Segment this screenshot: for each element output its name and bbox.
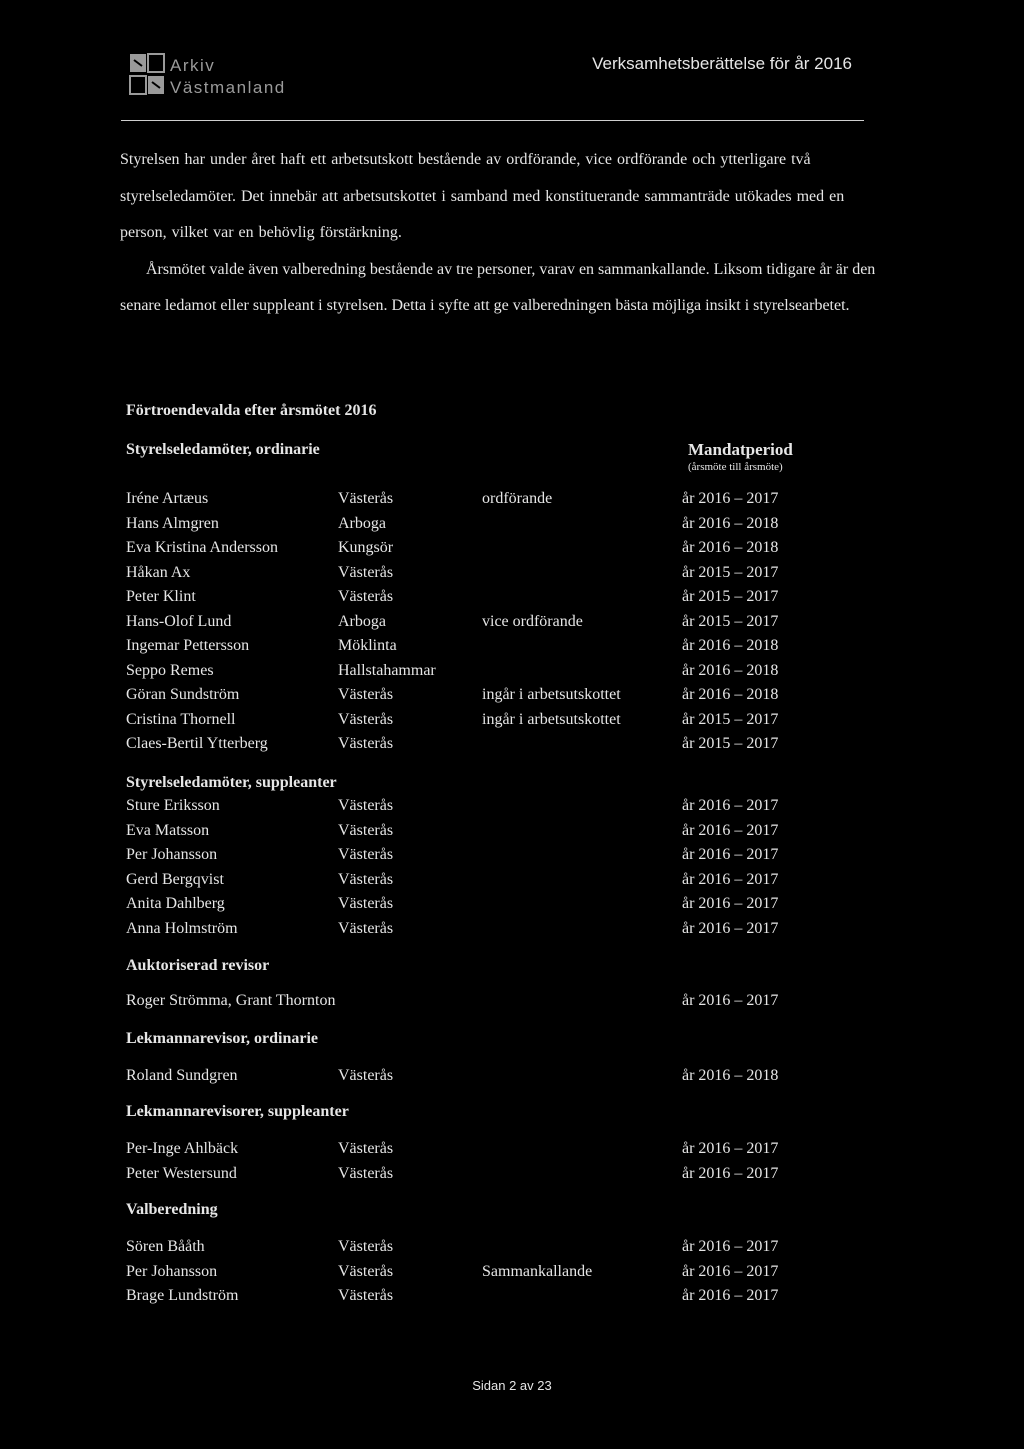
mandate-note: (årsmöte till årsmöte) xyxy=(688,461,783,473)
member-name: Anita Dahlberg xyxy=(126,895,225,913)
member-name: Sören Bååth xyxy=(126,1238,205,1255)
table-row xyxy=(126,992,846,1014)
member-town: Västerås xyxy=(338,1238,394,1255)
member-term: år 2015 – 2017 xyxy=(682,563,779,581)
member-town: Västerås xyxy=(338,686,394,703)
member-town: Västerås xyxy=(338,1262,394,1280)
member-name: Roland Sundgren xyxy=(126,1067,238,1084)
intro-text xyxy=(120,142,880,325)
member-term: år 2016 – 2018 xyxy=(682,661,779,679)
member-name: Eva Kristina Andersson xyxy=(126,539,278,556)
member-role: ordförande xyxy=(482,490,553,507)
member-name: Sture Eriksson xyxy=(126,797,220,814)
member-town: Hallstahammar xyxy=(338,661,436,679)
page-number: Sidan 2 av 23 xyxy=(472,1378,552,1393)
member-term: år 2015 – 2017 xyxy=(682,710,779,728)
table-row xyxy=(126,1238,846,1260)
member-town: Västerås xyxy=(338,735,394,752)
member-term: år 2016 – 2017 xyxy=(682,797,779,814)
member-town: Möklinta xyxy=(338,637,397,654)
emblem-icon xyxy=(128,52,166,98)
section-heading-deputies: Styrelseledamöter, suppleanter xyxy=(126,774,337,791)
table-row xyxy=(126,515,846,537)
member-name: Hans Almgren xyxy=(126,514,219,532)
table-row xyxy=(126,588,846,610)
member-town: Västerås xyxy=(338,1287,394,1304)
member-town: Västerås xyxy=(338,846,394,864)
table-row xyxy=(126,613,846,635)
member-town: Kungsör xyxy=(338,539,394,556)
table-row xyxy=(126,637,846,659)
member-town: Västerås xyxy=(338,710,394,728)
member-term: år 2015 – 2017 xyxy=(682,588,779,605)
table-row xyxy=(126,895,846,917)
header-divider xyxy=(121,120,864,121)
main-title: Förtroendevalda efter årsmötet 2016 xyxy=(126,402,377,419)
member-town: Västerås xyxy=(338,920,394,937)
member-town: Västerås xyxy=(338,588,394,605)
member-town: Västerås xyxy=(338,895,394,913)
member-town: Arboga xyxy=(338,514,386,532)
member-term: år 2016 – 2017 xyxy=(682,992,779,1009)
member-name: Peter Westersund xyxy=(126,1164,237,1182)
member-term: år 2016 – 2017 xyxy=(682,1164,779,1182)
member-name: Per Johansson xyxy=(126,1262,218,1280)
member-town: Västerås xyxy=(338,1067,394,1084)
mandate-heading: Mandatperiod xyxy=(688,440,793,459)
member-town: Västerås xyxy=(338,563,394,581)
member-term: år 2016 – 2017 xyxy=(682,895,779,913)
section-heading-nomination: Valberedning xyxy=(126,1201,218,1218)
organization-logo xyxy=(126,50,326,102)
member-name: Iréne Artæus xyxy=(126,490,209,507)
member-name: Gerd Bergqvist xyxy=(126,870,224,888)
member-town: Västerås xyxy=(338,797,394,814)
table-row xyxy=(126,539,846,561)
member-name: Eva Matsson xyxy=(126,821,210,839)
member-name: Göran Sundström xyxy=(126,686,240,703)
logo-text-line-2: Västmanland xyxy=(170,78,286,97)
table-row xyxy=(126,1263,846,1285)
member-name: Peter Klint xyxy=(126,588,196,605)
member-term: år 2016 – 2018 xyxy=(682,637,779,654)
member-term: år 2016 – 2018 xyxy=(682,539,779,556)
member-name: Roger Strömma, Grant Thornton xyxy=(126,992,336,1009)
member-term: år 2016 – 2018 xyxy=(682,1067,779,1084)
table-row xyxy=(126,662,846,684)
member-name: Anna Holmström xyxy=(126,920,238,937)
table-row xyxy=(126,1165,846,1187)
member-town: Västerås xyxy=(338,870,394,888)
table-row xyxy=(126,686,846,708)
intro-paragraph-1: Styrelsen har under året haft ett arbetsutskott bestående av ordförande, vice ordförande och ytterligare två styrelseledamöter. Det innebär att arbetsutskottet i samband med konstituerande sammanträde utökades med en person, vilket var en behövlig förstärkning. xyxy=(120,151,845,241)
member-term: år 2016 – 2017 xyxy=(682,821,779,839)
member-town: Västerås xyxy=(338,490,394,507)
table-row xyxy=(126,711,846,733)
member-name: Claes-Bertil Ytterberg xyxy=(126,735,268,752)
member-name: Hans-Olof Lund xyxy=(126,612,232,630)
member-term: år 2016 – 2017 xyxy=(682,1140,779,1157)
member-town: Västerås xyxy=(338,1164,394,1182)
document-title: Verksamhetsberättelse för år 2016 xyxy=(592,54,852,73)
table-row xyxy=(126,797,846,819)
member-name: Ingemar Pettersson xyxy=(126,637,250,654)
intro-paragraph-2: Årsmötet valde även valberedning bestående av tre personer, varav en sammankallande. Liksom tidigare år är den senare ledamot eller suppleant i styrelsen. Detta i syfte att ge valberedningen bästa möjliga insikt i styrelsearbetet. xyxy=(120,260,876,314)
member-term: år 2015 – 2017 xyxy=(682,612,779,630)
table-row xyxy=(126,1067,846,1089)
member-name: Cristina Thornell xyxy=(126,710,236,728)
section-heading-board: Styrelseledamöter, ordinarie xyxy=(126,441,320,458)
table-row xyxy=(126,871,846,893)
member-role: ingår i arbetsutskottet xyxy=(482,710,621,728)
logo-text-line-1: Arkiv xyxy=(170,56,216,75)
member-role: vice ordförande xyxy=(482,612,583,630)
member-term: år 2016 – 2017 xyxy=(682,1287,779,1304)
table-row xyxy=(126,1287,846,1309)
section-heading-lay-auditor-deputies: Lekmannarevisorer, suppleanter xyxy=(126,1103,349,1120)
member-term: år 2016 – 2017 xyxy=(682,490,779,507)
table-row xyxy=(126,1140,846,1162)
table-row xyxy=(126,846,846,868)
member-name: Per-Inge Ahlbäck xyxy=(126,1140,239,1157)
member-role: Sammankallande xyxy=(482,1262,593,1280)
member-town: Västerås xyxy=(338,1140,394,1157)
table-row xyxy=(126,735,846,757)
member-term: år 2016 – 2018 xyxy=(682,686,779,703)
member-term: år 2016 – 2018 xyxy=(682,514,779,532)
member-name: Per Johansson xyxy=(126,846,218,864)
member-term: år 2016 – 2017 xyxy=(682,846,779,864)
member-role: ingår i arbetsutskottet xyxy=(482,686,621,703)
member-town: Västerås xyxy=(338,821,394,839)
member-term: år 2016 – 2017 xyxy=(682,920,779,937)
member-name: Håkan Ax xyxy=(126,563,191,581)
member-term: år 2016 – 2017 xyxy=(682,1238,779,1255)
table-row xyxy=(126,822,846,844)
table-row xyxy=(126,490,846,512)
section-heading-lay-auditor: Lekmannarevisor, ordinarie xyxy=(126,1030,319,1047)
member-term: år 2016 – 2017 xyxy=(682,870,779,888)
member-term: år 2016 – 2017 xyxy=(682,1262,779,1280)
member-town: Arboga xyxy=(338,612,386,630)
section-heading-auditor: Auktoriserad revisor xyxy=(126,957,270,974)
member-name: Seppo Remes xyxy=(126,661,214,679)
table-row xyxy=(126,564,846,586)
member-name: Brage Lundström xyxy=(126,1287,239,1304)
table-row xyxy=(126,920,846,942)
member-term: år 2015 – 2017 xyxy=(682,735,779,752)
